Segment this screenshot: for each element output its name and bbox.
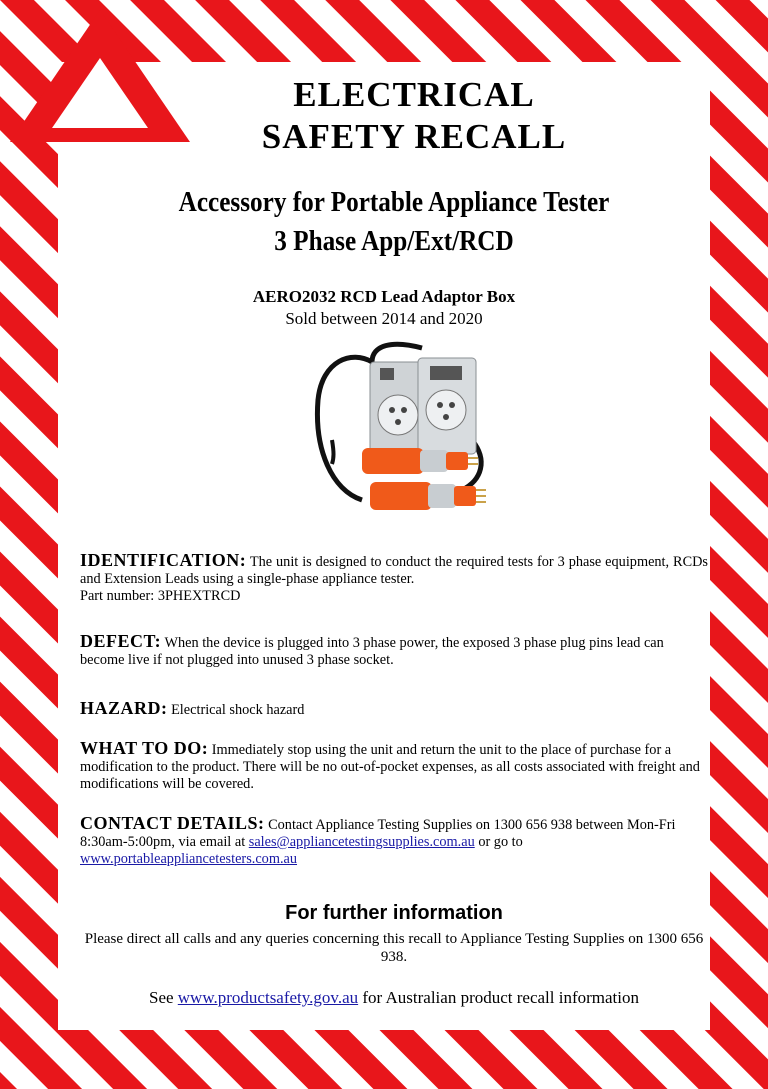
website-link[interactable]: www.portableappliancetesters.com.au <box>80 851 298 867</box>
what-to-do-text: Immediately stop using the unit and return the unit to the place of purchase for a modification to the product. There will be no out-of-pocket expenses, as all costs associated with freight and modifications will be covered. <box>80 742 700 792</box>
further-info-text: Please direct all calls and any queries concerning this recall to Appliance Testing Supplies on 1300 656 938. <box>84 931 704 965</box>
footer-see: See <box>148 988 174 1007</box>
defect-text: When the device is plugged into 3 phase power, the exposed 3 phase plug pins lead can become live if not plugged into unused 3 phase socket. <box>80 635 664 668</box>
footer-line <box>0 988 768 1008</box>
identification-section <box>80 552 708 605</box>
subtitle-line-2: 3 Phase App/Ext/RCD <box>274 226 514 257</box>
hazard-text: Electrical shock hazard <box>171 702 305 718</box>
hazard-section <box>80 700 708 719</box>
defect-section <box>80 633 708 669</box>
contact-text-2: or go to <box>478 834 523 850</box>
what-to-do-heading: WHAT TO DO: <box>80 738 209 758</box>
identification-text: The unit is designed to conduct the required tests for 3 phase equipment, RCDs and Extension Leads using a single-phase appliance tester. <box>80 554 708 587</box>
defect-heading: DEFECT: <box>80 631 162 651</box>
title-line-1: ELECTRICAL <box>293 75 535 114</box>
identification-heading: IDENTIFICATION: <box>80 550 247 570</box>
hazard-heading: HAZARD: <box>80 698 168 718</box>
contact-text: Contact Appliance Testing Supplies on 1300 656 938 between Mon-Fri 8:30am-5:00pm, via email at <box>80 817 676 850</box>
footer-rest: for Australian product recall information <box>362 988 640 1007</box>
subtitle-line-1: Accessory for Portable Appliance Tester <box>178 187 610 218</box>
productsafety-link[interactable]: www.productsafety.gov.au <box>177 988 359 1007</box>
sold-dates: Sold between 2014 and 2020 <box>285 309 483 328</box>
part-number: Part number: 3PHEXTRCD <box>80 588 241 604</box>
contact-section <box>80 815 708 868</box>
what-to-do-section <box>80 740 708 793</box>
title-line-2: SAFETY RECALL <box>261 117 567 156</box>
contact-heading: CONTACT DETAILS: <box>80 813 265 833</box>
email-link[interactable]: sales@appliancetestingsupplies.com.au <box>248 834 475 850</box>
further-info-heading: For further information <box>285 902 503 924</box>
product-model: AERO2032 RCD Lead Adaptor Box <box>252 287 516 306</box>
product-photo <box>312 340 488 530</box>
